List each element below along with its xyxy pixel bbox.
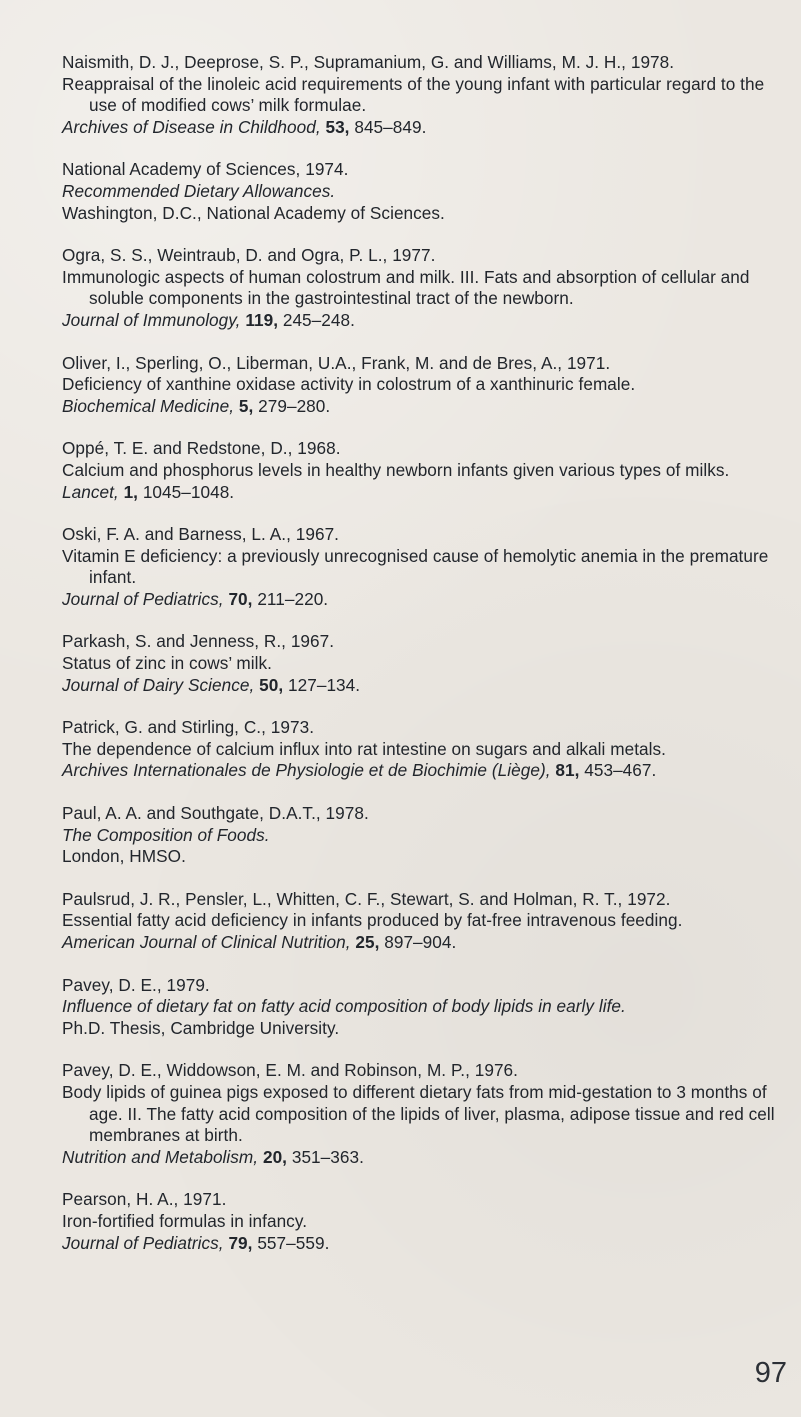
journal-volume: 25,	[355, 932, 380, 952]
reference-entry	[62, 245, 780, 331]
reference-source	[62, 310, 780, 332]
journal-volume: 79,	[228, 1232, 253, 1253]
reference-authors: Naismith, D. J., Deeprose, S. P., Supramanium, G. and Williams, M. J. H., 1978.	[62, 52, 675, 72]
journal-name: Nutrition and Metabolism,	[62, 1146, 259, 1167]
journal-volume: 1,	[123, 481, 138, 502]
reference-entry	[62, 803, 780, 868]
journal-volume: 119,	[245, 309, 279, 330]
reference-title: Essential fatty acid deficiency in infants produced by fat-free intravenous feeding.	[62, 910, 683, 931]
reference-title: The dependence of calcium influx into rat intestine on sugars and alkali metals.	[62, 738, 666, 759]
reference-publisher: Ph.D. Thesis, Cambridge University.	[62, 1017, 340, 1038]
journal-pages: 127–134.	[288, 674, 361, 695]
journal-name: Journal of Dairy Science,	[62, 674, 255, 695]
reference-title: Body lipids of guinea pigs exposed to different dietary fats from mid-gestation to 3 months of age. II. The fatty acid composition of the lipids of liver, plasma, adipose tissue and red cell membranes at birth.	[62, 1081, 775, 1146]
reference-authors: National Academy of Sciences, 1974.	[62, 159, 349, 180]
reference-authors: Pearson, H. A., 1971.	[62, 1189, 227, 1210]
journal-volume: 53,	[325, 116, 350, 137]
reference-source	[62, 482, 780, 504]
journal-name: Lancet,	[62, 481, 119, 502]
reference-entry	[62, 159, 780, 224]
journal-name: Journal of Pediatrics,	[62, 588, 224, 609]
reference-entry	[62, 1060, 780, 1168]
reference-title: Deficiency of xanthine oxidase activity in colostrum of a xanthinuric female.	[62, 374, 636, 395]
reference-title: Vitamin E deficiency: a previously unrecognised cause of hemolytic anemia in the premature infant.	[62, 545, 769, 588]
reference-source	[62, 760, 780, 782]
reference-entry	[62, 717, 780, 782]
reference-entry	[62, 438, 780, 503]
reference-authors: Oliver, I., Sperling, O., Liberman, U.A., Frank, M. and de Bres, A., 1971.	[62, 352, 611, 373]
reference-authors: Patrick, G. and Stirling, C., 1973.	[62, 717, 315, 738]
reference-list	[62, 52, 780, 1275]
reference-entry	[62, 52, 780, 138]
journal-volume: 81,	[555, 760, 580, 781]
reference-title: Status of zinc in cows’ milk.	[62, 653, 272, 674]
journal-pages: 453–467.	[584, 760, 657, 781]
reference-authors: Oppé, T. E. and Redstone, D., 1968.	[62, 438, 341, 459]
journal-volume: 5,	[238, 395, 254, 416]
journal-volume: 50,	[259, 674, 284, 695]
page-number: 97	[754, 1357, 787, 1389]
reference-authors: Oski, F. A. and Barness, L. A., 1967.	[62, 524, 339, 545]
reference-entry	[62, 524, 780, 610]
journal-name: Journal of Pediatrics,	[62, 1232, 224, 1253]
reference-authors: Pavey, D. E., 1979.	[62, 974, 210, 995]
reference-title: The Composition of Foods.	[62, 824, 270, 845]
reference-title: Immunologic aspects of human colostrum and milk. III. Fats and absorption of cellular and soluble components in the gastrointestinal tract of the newborn.	[62, 266, 750, 309]
reference-entry	[62, 353, 780, 418]
journal-pages: 211–220.	[257, 588, 329, 609]
journal-name: Archives Internationales de Physiologie et de Biochimie (Liège),	[62, 760, 551, 781]
journal-pages: 557–559.	[257, 1232, 330, 1253]
reference-title: Influence of dietary fat on fatty acid composition of body lipids in early life.	[62, 996, 626, 1017]
reference-source	[62, 1233, 780, 1255]
journal-name: American Journal of Clinical Nutrition,	[62, 932, 351, 952]
reference-entry	[62, 631, 780, 696]
reference-authors: Ogra, S. S., Weintraub, D. and Ogra, P. L., 1977.	[62, 245, 436, 266]
reference-entry	[62, 1189, 780, 1254]
reference-source	[62, 932, 780, 954]
reference-authors: Parkash, S. and Jenness, R., 1967.	[62, 631, 335, 652]
journal-pages: 1045–1048.	[142, 481, 235, 502]
reference-entry	[62, 889, 780, 954]
reference-title: Calcium and phosphorus levels in healthy newborn infants given various types of milks.	[62, 459, 730, 480]
journal-pages: 279–280.	[258, 395, 331, 416]
reference-title: Recommended Dietary Allowances.	[62, 180, 336, 201]
reference-source	[62, 675, 780, 697]
reference-source	[62, 117, 780, 139]
reference-source	[62, 1147, 780, 1169]
journal-volume: 70,	[228, 588, 253, 609]
reference-title: Iron-fortified formulas in infancy.	[62, 1210, 308, 1231]
journal-pages: 351–363.	[291, 1146, 364, 1167]
journal-name: Biochemical Medicine,	[62, 395, 235, 416]
journal-volume: 20,	[262, 1146, 288, 1167]
journal-pages: 845–849.	[354, 116, 427, 137]
reference-entry	[62, 975, 780, 1040]
reference-authors: Paulsrud, J. R., Pensler, L., Whitten, C. F., Stewart, S. and Holman, R. T., 1972.	[62, 888, 671, 909]
reference-source	[62, 396, 780, 418]
journal-name: Journal of Immunology,	[62, 309, 241, 330]
journal-name: Archives of Disease in Childhood,	[62, 116, 321, 137]
reference-publisher: London, HMSO.	[62, 846, 186, 867]
reference-source	[62, 589, 780, 611]
reference-authors: Paul, A. A. and Southgate, D.A.T., 1978.	[62, 803, 369, 824]
reference-title: Reappraisal of the linoleic acid requirements of the young infant with particular regard to the use of modified cows’ milk formulae.	[62, 73, 765, 116]
reference-authors: Pavey, D. E., Widdowson, E. M. and Robinson, M. P., 1976.	[62, 1060, 518, 1081]
journal-pages: 245–248.	[282, 309, 355, 330]
reference-publisher: Washington, D.C., National Academy of Sciences.	[62, 202, 445, 223]
journal-pages: 897–904.	[384, 932, 457, 952]
